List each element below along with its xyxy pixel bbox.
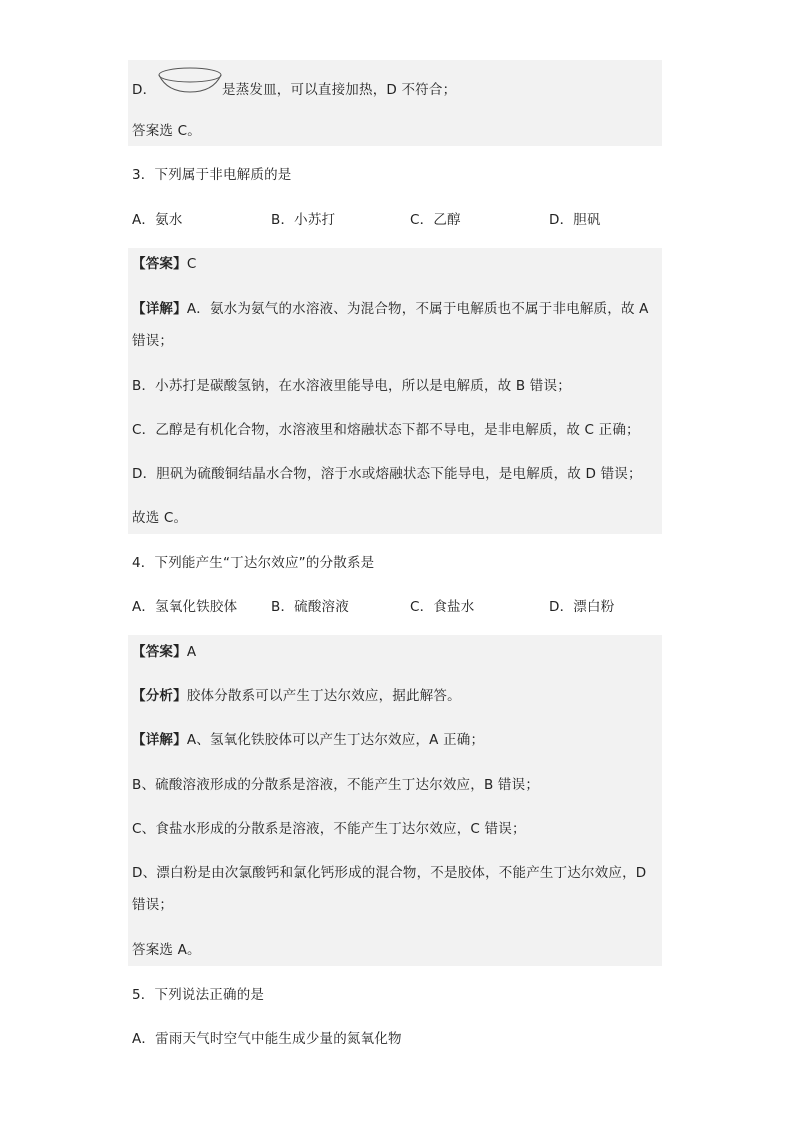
q2-option-d-text: 是蒸发皿，可以直接加热，D 不符合； (222, 82, 457, 98)
q4-option-c: C．食盐水 (410, 599, 475, 615)
q4-conclusion: 答案选 A。 (132, 942, 201, 958)
q4-detail-3: C、食盐水形成的分散系是溶液，不能产生丁达尔效应，C 错误； (132, 821, 526, 837)
q4-analysis-text: 胶体分散系可以产生丁达尔效应，据此解答。 (186, 688, 461, 704)
q4-answer-tag: 【答案】 (132, 644, 187, 660)
q4-analysis-tag: 【分析】 (132, 688, 187, 704)
q4-option-d: D．漂白粉 (549, 599, 615, 615)
q3-detail-4: D．胆矾为硫酸铜结晶水合物，溶于水或熔融状态下能导电，是电解质，故 D 错误； (132, 466, 642, 482)
q5-option-a: A．雷雨天气时空气中能生成少量的氮氧化物 (132, 1031, 402, 1047)
q3-detail-tag: 【详解】 (132, 301, 187, 317)
q3-answer-value: C (186, 256, 197, 272)
q4-option-b: B．硫酸溶液 (271, 599, 349, 615)
q4-stem: 4．下列能产生“丁达尔效应”的分散系是 (132, 555, 375, 571)
q3-conclusion: 故选 C。 (132, 510, 188, 526)
q4-detail-4a: D、漂白粉是由次氯酸钙和氯化钙形成的混合物，不是胶体，不能产生丁达尔效应，D (132, 865, 647, 881)
q4-detail-2: B、硫酸溶液形成的分散系是溶液，不能产生丁达尔效应，B 错误； (132, 777, 540, 793)
q4-answer-line (132, 643, 196, 661)
q3-option-b: B．小苏打 (271, 212, 336, 228)
q4-detail-1 (132, 731, 484, 749)
q3-option-c: C．乙醇 (410, 212, 461, 228)
q3-option-a: A．氨水 (132, 212, 183, 228)
q3-answer-line (132, 255, 196, 273)
q4-detail-4b: 错误； (132, 897, 174, 913)
q2-option-d-prefix: D． (132, 82, 157, 98)
q3-detail-1b: 错误； (132, 333, 174, 349)
q4-detail-1-text: A、氢氧化铁胶体可以产生丁达尔效应，A 正确； (186, 732, 485, 748)
answer-block-q4 (128, 635, 662, 966)
q5-stem: 5．下列说法正确的是 (132, 987, 265, 1003)
q4-option-a: A．氢氧化铁胶体 (132, 599, 238, 615)
q3-detail-2: B．小苏打是碳酸氢钠，在水溶液里能导电，所以是电解质，故 B 错误； (132, 378, 571, 394)
q3-answer-tag: 【答案】 (132, 256, 187, 272)
q4-detail-tag: 【详解】 (132, 732, 187, 748)
q4-answer-value: A (186, 644, 197, 660)
q3-detail-1a (132, 300, 649, 318)
evaporating-dish-image (157, 64, 223, 94)
q3-option-d: D．胆矾 (549, 212, 601, 228)
q4-analysis-line (132, 687, 461, 705)
q3-detail-3: C．乙醇是有机化合物，水溶液里和熔融状态下都不导电，是非电解质，故 C 正确； (132, 422, 640, 438)
q2-answer: 答案选 C。 (132, 123, 201, 139)
q3-stem: 3．下列属于非电解质的是 (132, 167, 292, 183)
q3-detail-1a-text: A．氨水为氨气的水溶液、为混合物，不属于电解质也不属于非电解质，故 A (186, 301, 649, 317)
